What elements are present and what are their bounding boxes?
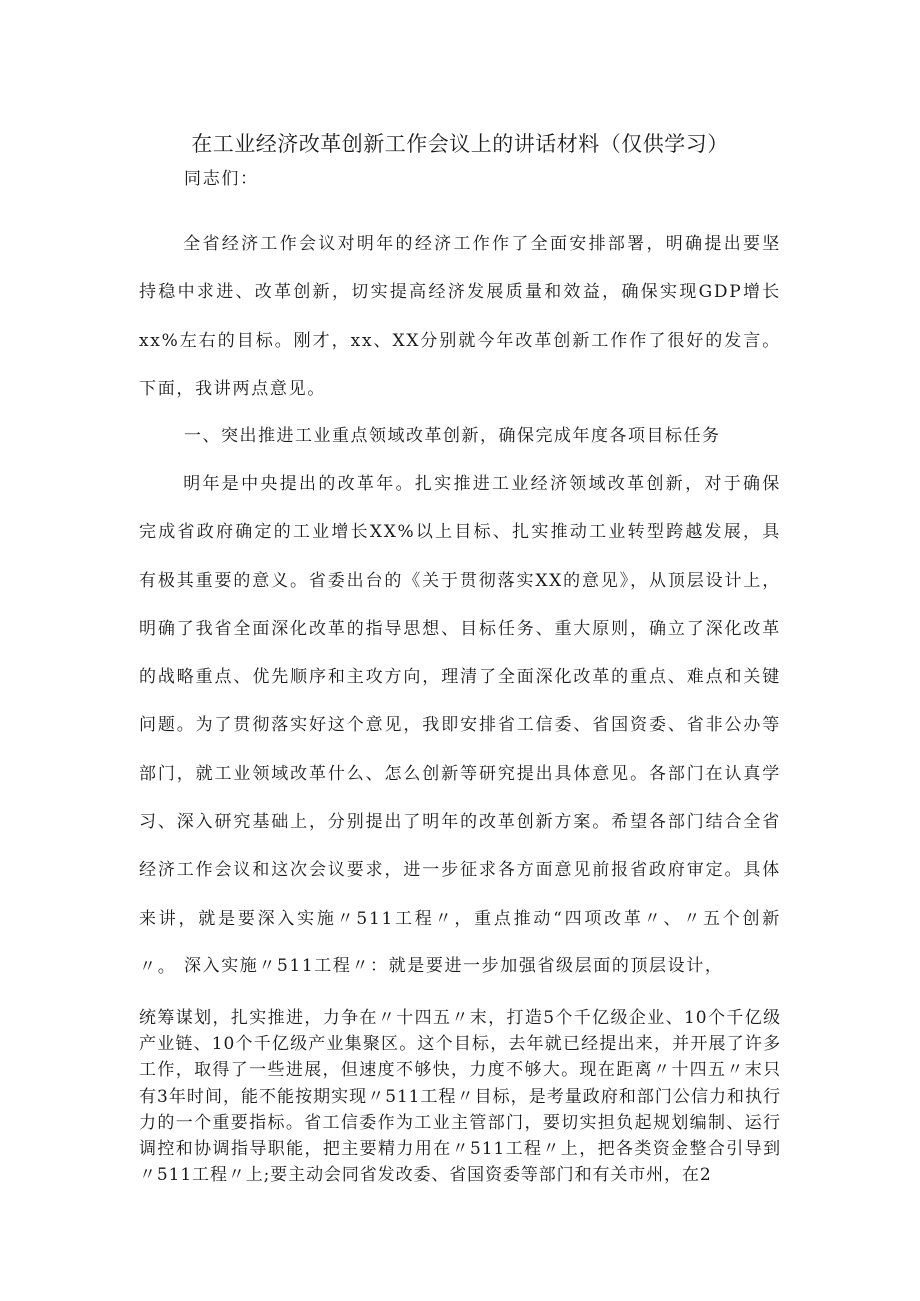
paragraph-511-lead: 深入实施〃511工程〃：就是要进一步加强省级层面的顶层设计， xyxy=(184,956,724,976)
document-title: 在工业经济改革创新工作会议上的讲话材料（仅供学习） xyxy=(191,132,729,156)
paragraph-reform-year: 明年是中央提出的改革年。扎实推进工业经济领域改革创新，对于确保完成省政府确定的工业增长XX%以上目标、扎实推动工业转型跨越发展，具有极其重要的意义。省委出台的《关于贯彻落实XX的意见》，从顶层设计上，明确了我省全面深化改革的指导思想、目标任务、重大原则，确立了深化改革的战略重点、优先顺序和主攻方向，理清了全面深化改革的重点、难点和关键问题。为了贯彻落实好这个意见，我即安排省工信委、省国资委、省非公办等部门，就工业领域改革什么、怎么创新等研究提出具体意见。各部门在认真学习、深入研究基础上，分别提出了明年的改革创新方案。希望各部门结合全省经济工作会议和这次会议要求，进一步征求各方面意见前报省政府审定。具体来讲，就是要深入实施〃511工程〃，重点推动“四项改革〃、〃五个创新〃。 xyxy=(139,474,781,977)
section-heading-1: 一、突出推进工业重点领域改革创新，确保完成年度各项目标任务 xyxy=(184,426,721,446)
salutation: 同志们： xyxy=(184,169,259,189)
paragraph-opening: 全省经济工作会议对明年的经济工作作了全面安排部署，明确提出要坚持稳中求进、改革创新，切实提高经济发展质量和效益，确保实现GDP增长xx%左右的目标。刚才，xx、XX分别就今年改革创新工作作了很好的发言。下面，我讲两点意见。 xyxy=(139,234,781,399)
paragraph-511-body: 统筹谋划，扎实推进，力争在〃十四五〃末，打造5个千亿级企业、10个千亿级产业链、10个千亿级产业集聚区。这个目标，去年就已经提出来，并开展了许多工作，取得了一些进展，但速度不够快，力度不够大。现在距离〃十四五〃末只有3年时间，能不能按期实现〃511工程〃目标，是考量政府和部门公信力和执行力的一个重要指标。省工信委作为工业主管部门，要切实担负起规划编制、运行调控和协调指导职能，把主要精力用在〃511工程〃上，把各类资金整合引导到〃511工程〃上;要主动会同省发改委、省国资委等部门和有关市州，在2 xyxy=(139,1008,781,1186)
